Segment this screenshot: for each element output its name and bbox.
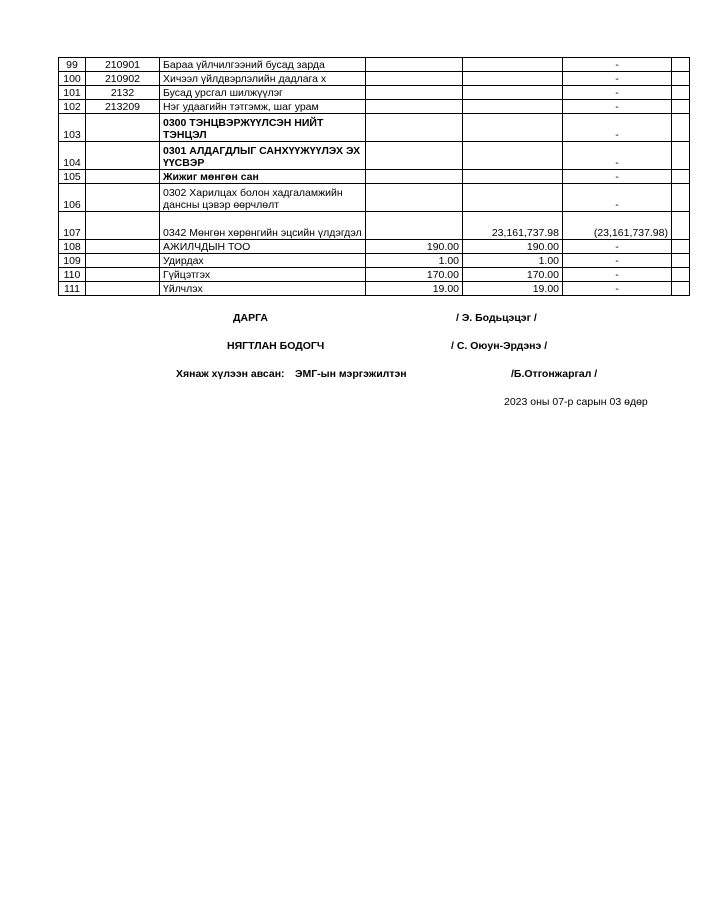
row-number: 105 — [59, 170, 86, 184]
table-row — [59, 86, 690, 100]
row-name: АЖИЛЧДЫН ТОО — [160, 240, 366, 254]
row-spacer — [672, 282, 690, 296]
row-name: Нэг удаагийн тэтгэмж, шаг урам — [160, 100, 366, 114]
row-value-2: 23,161,737.98 — [463, 212, 563, 240]
row-value-3: - — [563, 282, 672, 296]
table-row — [59, 268, 690, 282]
row-value-3: - — [563, 254, 672, 268]
table-row — [59, 282, 690, 296]
row-value-1: 19.00 — [366, 282, 463, 296]
row-code: 2132 — [86, 86, 160, 100]
row-number: 110 — [59, 268, 86, 282]
report-table — [58, 57, 690, 296]
row-name: 0302 Харилцах болон хадгаламжийн дансны цэвэр өөрчлөлт — [160, 184, 366, 212]
reviewer-role: ЭМГ-ын мэргэжилтэн — [295, 368, 407, 380]
row-code — [86, 142, 160, 170]
row-name: 0300 ТЭНЦВЭРЖҮҮЛСЭН НИЙТ ТЭНЦЭЛ — [160, 114, 366, 142]
row-spacer — [672, 72, 690, 86]
row-number: 109 — [59, 254, 86, 268]
row-number: 103 — [59, 114, 86, 142]
row-code — [86, 268, 160, 282]
row-name: 0301 АЛДАГДЛЫГ САНХҮҮЖҮҮЛЭХ ЭХ ҮҮСВЭР — [160, 142, 366, 170]
row-value-1 — [366, 72, 463, 86]
table-row — [59, 212, 690, 240]
row-spacer — [672, 58, 690, 72]
director-name: / Э. Бодьцэцэг / — [456, 312, 537, 324]
row-spacer — [672, 114, 690, 142]
row-spacer — [672, 100, 690, 114]
table-row — [59, 114, 690, 142]
table-row — [59, 240, 690, 254]
row-value-3: - — [563, 58, 672, 72]
row-number: 101 — [59, 86, 86, 100]
row-number: 106 — [59, 184, 86, 212]
row-spacer — [672, 268, 690, 282]
row-value-1 — [366, 212, 463, 240]
row-number: 111 — [59, 282, 86, 296]
row-code — [86, 282, 160, 296]
table-row — [59, 184, 690, 212]
row-value-1 — [366, 86, 463, 100]
row-spacer — [672, 142, 690, 170]
table-row — [59, 254, 690, 268]
row-spacer — [672, 86, 690, 100]
row-value-3: (23,161,737.98) — [563, 212, 672, 240]
row-value-2 — [463, 72, 563, 86]
reviewer-name: /Б.Отгонжаргал / — [511, 368, 598, 380]
row-value-2 — [463, 58, 563, 72]
row-value-2: 1.00 — [463, 254, 563, 268]
row-value-3: - — [563, 100, 672, 114]
row-spacer — [672, 254, 690, 268]
row-value-2 — [463, 184, 563, 212]
row-number: 104 — [59, 142, 86, 170]
row-name: Жижиг мөнгөн сан — [160, 170, 366, 184]
table-row — [59, 58, 690, 72]
row-value-1 — [366, 142, 463, 170]
row-value-3: - — [563, 268, 672, 282]
row-code — [86, 170, 160, 184]
row-value-1 — [366, 184, 463, 212]
accountant-title: НЯГТЛАН БОДОГЧ — [227, 340, 325, 352]
row-value-3: - — [563, 170, 672, 184]
row-value-2 — [463, 100, 563, 114]
row-value-1: 1.00 — [366, 254, 463, 268]
row-number: 108 — [59, 240, 86, 254]
row-code — [86, 254, 160, 268]
report-date: 2023 оны 07-р сарын 03 өдөр — [504, 396, 648, 408]
row-name: Бусад урсгал шилжүүлэг — [160, 86, 366, 100]
row-value-2 — [463, 86, 563, 100]
row-spacer — [672, 170, 690, 184]
row-value-3: - — [563, 86, 672, 100]
row-name: Бараа үйлчилгээний бусад зарда — [160, 58, 366, 72]
row-value-1 — [366, 58, 463, 72]
row-value-1 — [366, 100, 463, 114]
row-name: Удирдах — [160, 254, 366, 268]
row-value-3: - — [563, 184, 672, 212]
row-name: Гүйцэтгэх — [160, 268, 366, 282]
row-code: 210901 — [86, 58, 160, 72]
row-code — [86, 212, 160, 240]
accountant-name: / С. Оюун-Эрдэнэ / — [451, 340, 548, 352]
row-value-1 — [366, 114, 463, 142]
row-value-1: 170.00 — [366, 268, 463, 282]
row-value-2 — [463, 170, 563, 184]
row-spacer — [672, 240, 690, 254]
row-name: Үйлчлэх — [160, 282, 366, 296]
row-name: Хичээл үйлдвэрлэлийн дадлага х — [160, 72, 366, 86]
row-code — [86, 184, 160, 212]
row-name: 0342 Мөнгөн хөрөнгийн эцсийн үлдэгдэл — [160, 212, 366, 240]
table-row — [59, 142, 690, 170]
row-value-1: 190.00 — [366, 240, 463, 254]
table-row — [59, 100, 690, 114]
row-number: 99 — [59, 58, 86, 72]
row-number: 102 — [59, 100, 86, 114]
row-spacer — [672, 212, 690, 240]
reviewed-label: Хянаж хүлээн авсан: — [176, 368, 285, 380]
row-value-3: - — [563, 72, 672, 86]
table-row — [59, 170, 690, 184]
director-title: ДАРГА — [233, 312, 268, 324]
row-value-2: 19.00 — [463, 282, 563, 296]
row-value-2 — [463, 114, 563, 142]
row-code: 213209 — [86, 100, 160, 114]
row-value-3: - — [563, 142, 672, 170]
row-number: 100 — [59, 72, 86, 86]
row-value-2 — [463, 142, 563, 170]
row-spacer — [672, 184, 690, 212]
row-value-3: - — [563, 240, 672, 254]
row-number: 107 — [59, 212, 86, 240]
row-value-2: 170.00 — [463, 268, 563, 282]
table-row — [59, 72, 690, 86]
row-code — [86, 114, 160, 142]
row-code — [86, 240, 160, 254]
row-value-1 — [366, 170, 463, 184]
row-value-3: - — [563, 114, 672, 142]
row-code: 210902 — [86, 72, 160, 86]
row-value-2: 190.00 — [463, 240, 563, 254]
